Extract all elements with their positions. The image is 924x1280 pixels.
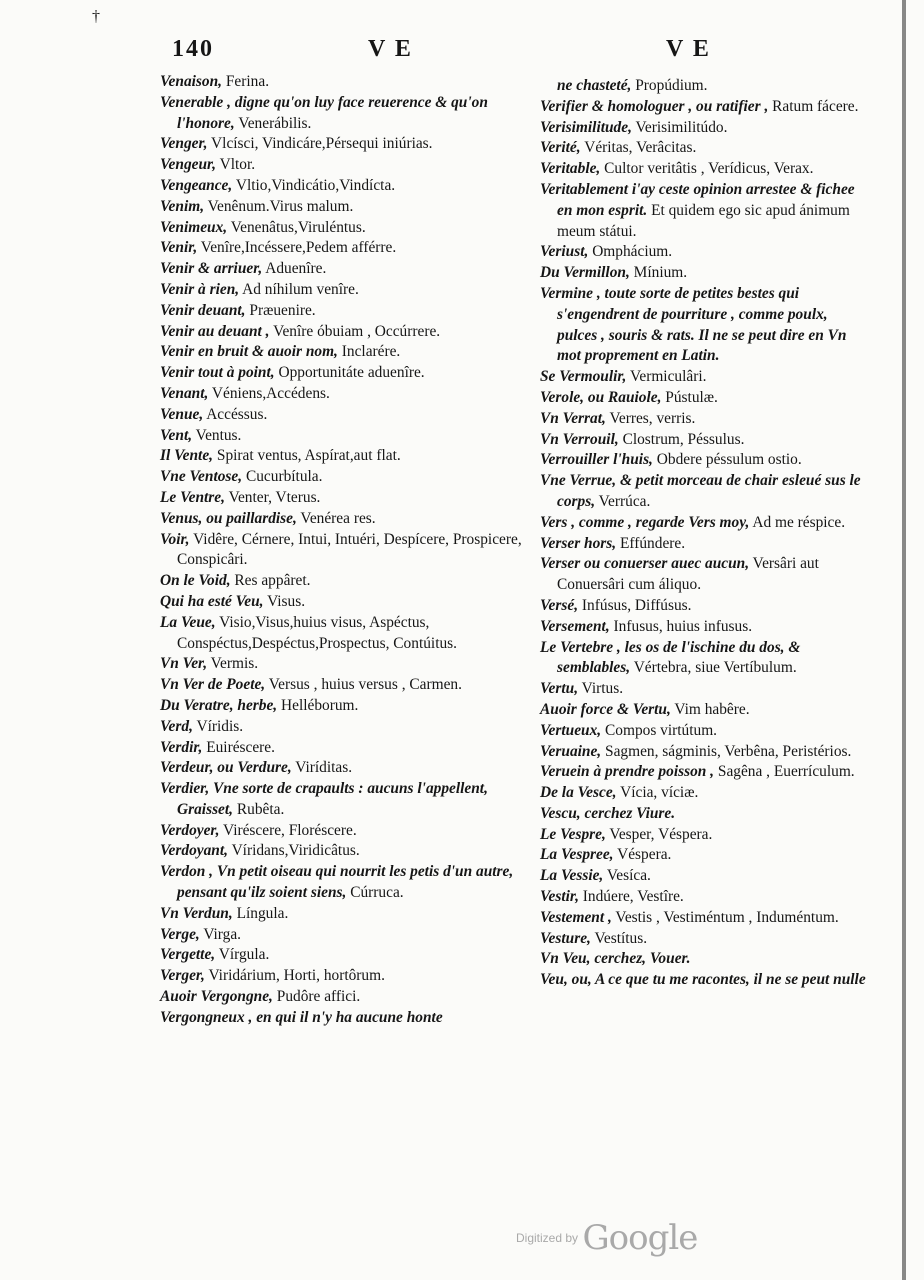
entry-latin-gloss: Venter, Vterus.: [228, 488, 321, 506]
dictionary-entry: [540, 513, 868, 534]
dictionary-entry: [160, 717, 528, 738]
entry-headword: Vergette,: [160, 946, 216, 964]
entry-headword: Versement,: [540, 617, 610, 635]
dictionary-entry: [540, 929, 868, 950]
entry-headword: On le Void,: [160, 572, 231, 590]
dictionary-entry: [160, 176, 528, 197]
entry-headword: Venger,: [160, 135, 208, 153]
running-head-right: V E: [666, 36, 711, 62]
dictionary-entry: [160, 1008, 528, 1029]
entry-latin-gloss: Visus.: [267, 592, 306, 610]
dictionary-entry: [160, 509, 528, 530]
entry-headword: Vescu, cerchez Viure.: [540, 804, 676, 822]
entry-headword: Il Vente,: [160, 447, 214, 465]
dictionary-entry: [540, 596, 868, 617]
entry-headword: Le Vertebre , les os de l'ischine du dos, & semblables,: [540, 638, 801, 677]
entry-headword: Verisimilitude,: [540, 118, 632, 136]
entry-latin-gloss: Infusus, huius infusus.: [613, 617, 753, 635]
entry-headword: Verité,: [540, 139, 581, 157]
entry-latin-gloss: Clostrum, Péssulus.: [622, 430, 745, 448]
entry-latin-gloss: Sagêna , Euerrículum.: [717, 763, 855, 781]
dictionary-entry: [160, 259, 528, 280]
dictionary-entry: [540, 534, 868, 555]
entry-headword: La Veue,: [160, 613, 216, 631]
entry-headword: Auoir Vergongne,: [160, 988, 273, 1006]
entry-headword: Vn Verrouil,: [540, 430, 619, 448]
entry-headword: Verger,: [160, 967, 205, 985]
dictionary-entry: [540, 159, 868, 180]
google-logo: Google: [582, 1218, 698, 1258]
dictionary-entry: [160, 862, 528, 904]
entry-latin-gloss: Spirat ventus, Aspírat,aut flat.: [216, 447, 401, 465]
entry-latin-gloss: Effúndere.: [619, 534, 686, 552]
entry-headword: Venus, ou paillardise,: [160, 509, 297, 527]
entry-latin-gloss: Ad me réspice.: [752, 513, 846, 531]
entry-latin-gloss: Verrúca.: [598, 492, 651, 510]
dictionary-entry: [160, 218, 528, 239]
dictionary-entry: [160, 987, 528, 1008]
entry-latin-gloss: Viríditas.: [295, 759, 353, 777]
dictionary-entry: [540, 138, 868, 159]
dictionary-entry: [160, 654, 528, 675]
dictionary-entry: [540, 970, 868, 991]
entry-headword: Venaison,: [160, 73, 223, 90]
dictionary-entry: [160, 280, 528, 301]
entry-latin-gloss: Viridárium, Horti, hortôrum.: [208, 967, 385, 985]
entry-headword: Venerable , digne qu'on luy face reuerence & qu'on l'honore,: [160, 93, 488, 132]
entry-latin-gloss: Vestis , Vestiméntum , Induméntum.: [615, 908, 839, 926]
entry-headword: Vestir,: [540, 888, 579, 906]
entry-latin-gloss: Propúdium.: [635, 77, 708, 94]
entry-latin-gloss: Res appâret.: [234, 572, 311, 590]
scan-edge: [902, 0, 906, 1280]
dictionary-entry: [540, 679, 868, 700]
entry-latin-gloss: Præuenire.: [249, 301, 316, 319]
entry-latin-gloss: Véritas, Verâcitas.: [584, 139, 697, 157]
entry-latin-gloss: Rubêta.: [236, 800, 285, 818]
entry-headword: Vertu,: [540, 680, 579, 698]
dictionary-entry: [540, 742, 868, 763]
entry-latin-gloss: Virtus.: [581, 680, 624, 698]
entry-latin-gloss: Opportunitáte aduenîre.: [278, 364, 425, 382]
entry-headword: ne chasteté,: [557, 77, 632, 94]
entry-latin-gloss: Vidêre, Cérnere, Intui, Intuéri, Despícere, Prospicere, Conspicâri.: [177, 530, 522, 569]
dictionary-entry: [160, 72, 528, 93]
entry-headword: Verge,: [160, 925, 200, 943]
entry-headword: De la Vesce,: [540, 784, 617, 802]
entry-headword: Vn Verdun,: [160, 904, 233, 922]
entry-headword: Verdir,: [160, 738, 203, 756]
entry-headword: Veritablement i'ay ceste opinion arrestee & fichee en mon esprit.: [540, 180, 855, 219]
entry-headword: Vengeur,: [160, 156, 217, 174]
digitized-by-watermark: [516, 1218, 697, 1258]
dictionary-entry: [540, 263, 868, 284]
entry-headword: Vn Ver,: [160, 655, 208, 673]
dictionary-entry: [160, 446, 528, 467]
dictionary-entry: [160, 696, 528, 717]
dictionary-entry: [160, 342, 528, 363]
entry-latin-gloss: Víridis.: [196, 717, 244, 735]
corner-mark: †: [92, 8, 100, 25]
dictionary-entry: [540, 804, 868, 825]
entry-latin-gloss: Sagmen, ságminis, Verbêna, Peristérios.: [605, 742, 852, 760]
entry-headword: Verifier & homologuer , ou ratifier ,: [540, 97, 769, 115]
dictionary-entry: [540, 180, 868, 242]
entry-latin-gloss: Pudôre affici.: [276, 988, 361, 1006]
entry-latin-gloss: Helléborum.: [281, 696, 359, 714]
dictionary-entry: [160, 405, 528, 426]
entry-headword: Vesture,: [540, 929, 591, 947]
entry-latin-gloss: Versus , huius versus , Carmen.: [268, 676, 462, 694]
dictionary-entry: [540, 367, 868, 388]
entry-headword: Qui ha esté Veu,: [160, 592, 264, 610]
entry-headword: Vergongneux , en qui il n'y ha aucune honte: [160, 1008, 443, 1026]
entry-latin-gloss: Vícia, víciæ.: [620, 784, 699, 802]
dictionary-entry: [160, 384, 528, 405]
entry-headword: Le Ventre,: [160, 488, 225, 506]
dictionary-entry: [540, 762, 868, 783]
dictionary-entry: [540, 97, 868, 118]
entry-latin-gloss: Obdere péssulum ostio.: [656, 451, 802, 469]
entry-latin-gloss: Vltio,Vindicátio,Vindícta.: [235, 176, 396, 194]
entry-headword: Venir & arriuer,: [160, 260, 263, 278]
entry-latin-gloss: Venîre,Incéssere,Pedem afférre.: [200, 239, 397, 257]
entry-headword: Verrouiller l'huis,: [540, 451, 653, 469]
entry-latin-gloss: Venérea res.: [300, 509, 376, 527]
dictionary-entry: [540, 887, 868, 908]
dictionary-entry: [540, 866, 868, 887]
dictionary-entry: [160, 238, 528, 259]
entry-latin-gloss: Accéssus.: [206, 405, 268, 423]
entry-headword: Vengeance,: [160, 176, 233, 194]
dictionary-entry: [160, 488, 528, 509]
entry-latin-gloss: Ratum fácere.: [772, 97, 859, 115]
dictionary-entry: [540, 949, 868, 970]
entry-headword: Auoir force & Vertu,: [540, 700, 671, 718]
dictionary-entry: [160, 904, 528, 925]
entry-headword: Se Vermoulir,: [540, 368, 627, 386]
entry-latin-gloss: Compos virtútum.: [605, 721, 718, 739]
dictionary-entry: [540, 471, 868, 513]
dictionary-entry: [160, 945, 528, 966]
dictionary-entry: [160, 363, 528, 384]
entry-latin-gloss: Ad níhilum venîre.: [242, 280, 359, 298]
dictionary-entry: [160, 738, 528, 759]
entry-headword: Venir en bruit & auoir nom,: [160, 343, 338, 361]
dictionary-entry: [160, 197, 528, 218]
dictionary-entry: [160, 426, 528, 447]
entry-latin-gloss: Víridans,Viridicâtus.: [231, 842, 360, 860]
dictionary-entry: [160, 592, 528, 613]
entry-latin-gloss: Ferina.: [225, 73, 270, 90]
entry-headword: Verdier, Vne sorte de crapaults : aucuns l'appellent, Graisset,: [160, 780, 488, 818]
entry-latin-gloss: Vértebra, siue Vertíbulum.: [633, 659, 797, 677]
entry-latin-gloss: Cucurbítula.: [245, 468, 323, 486]
entry-latin-gloss: Indúere, Vestîre.: [582, 888, 684, 906]
entry-latin-gloss: Língula.: [236, 904, 289, 922]
dictionary-entry: [540, 450, 868, 471]
entry-headword: Venim,: [160, 197, 205, 215]
entry-headword: Vent,: [160, 426, 193, 444]
entry-headword: Venimeux,: [160, 218, 228, 236]
entry-headword: Du Vermillon,: [540, 264, 630, 282]
entry-latin-gloss: Vlcísci, Vindicáre,Pérsequi iniúrias.: [211, 135, 433, 153]
entry-latin-gloss: Venênum.Virus malum.: [207, 197, 354, 215]
entry-latin-gloss: Versâri aut Conuersâri cum áliquo.: [557, 555, 819, 594]
entry-headword: Verdeur, ou Verdure,: [160, 759, 292, 777]
entry-latin-gloss: Cultor veritâtis , Verídicus, Verax.: [604, 160, 814, 178]
dictionary-entry: [160, 613, 528, 655]
dictionary-entry: [160, 155, 528, 176]
entry-headword: Verole, ou Rauiole,: [540, 388, 662, 406]
entry-headword: Vertueux,: [540, 721, 602, 739]
entry-headword: Voir,: [160, 530, 190, 548]
entry-headword: Venir à rien,: [160, 280, 240, 298]
entry-headword: Vn Verrat,: [540, 409, 606, 427]
entry-latin-gloss: Vesper, Véspera.: [609, 825, 713, 843]
entry-latin-gloss: Vltor.: [219, 156, 256, 174]
entry-latin-gloss: Ventus.: [195, 426, 242, 444]
entry-headword: Verdoyant,: [160, 842, 228, 860]
entry-latin-gloss: Véniens,Accédens.: [211, 384, 330, 402]
dictionary-entry: [160, 841, 528, 862]
entry-latin-gloss: Vírgula.: [218, 946, 270, 964]
entry-headword: Veruaine,: [540, 742, 602, 760]
running-head-left: V E: [368, 36, 413, 62]
dictionary-entry: [540, 118, 868, 139]
entry-latin-gloss: Venîre óbuiam , Occúrrere.: [273, 322, 441, 340]
entry-latin-gloss: Vermis.: [210, 655, 259, 673]
dictionary-entry: [540, 554, 868, 596]
entry-latin-gloss: Et quidem ego sic apud ánimum meum státui.: [557, 201, 850, 240]
entry-latin-gloss: Vim habêre.: [674, 700, 750, 718]
entry-headword: Vne Ventose,: [160, 468, 243, 486]
entry-headword: La Vespree,: [540, 846, 614, 864]
dictionary-entry: [160, 758, 528, 779]
entry-headword: Veu, ou, A ce que tu me racontes, il ne se peut nulle: [540, 971, 866, 989]
entry-headword: Verser hors,: [540, 534, 617, 552]
dictionary-entry: [160, 779, 528, 821]
entry-latin-gloss: Pústulæ.: [665, 388, 718, 406]
entry-latin-gloss: Vesíca.: [606, 867, 651, 885]
entry-latin-gloss: Verres, verris.: [609, 409, 696, 427]
dictionary-entry: [540, 638, 868, 680]
entry-headword: Verd,: [160, 717, 193, 735]
entry-latin-gloss: Mínium.: [633, 264, 688, 282]
digitized-by-label: Digitized by: [516, 1231, 579, 1245]
dictionary-entry: [160, 821, 528, 842]
entry-headword: Venir au deuant ,: [160, 322, 270, 340]
entry-headword: La Vessie,: [540, 867, 604, 885]
dictionary-entry: [540, 721, 868, 742]
entry-latin-gloss: Véspera.: [617, 846, 672, 864]
dictionary-entry: [160, 322, 528, 343]
entry-latin-gloss: Venerábilis.: [238, 114, 312, 132]
dictionary-entry: [540, 617, 868, 638]
dictionary-entry: [160, 134, 528, 155]
dictionary-entry: [160, 467, 528, 488]
dictionary-entry: [160, 571, 528, 592]
entry-headword: Venant,: [160, 384, 209, 402]
dictionary-entry: [540, 388, 868, 409]
dictionary-entry: [160, 675, 528, 696]
dictionary-entry: [540, 76, 868, 97]
dictionary-entry: [540, 783, 868, 804]
entry-headword: Veritable,: [540, 160, 601, 178]
dictionary-entry: [540, 825, 868, 846]
entry-latin-gloss: Vermiculâri.: [629, 368, 707, 386]
entry-headword: Veruein à prendre poisson ,: [540, 763, 715, 781]
entry-latin-gloss: Vestítus.: [594, 929, 648, 947]
entry-latin-gloss: Verisimilitúdo.: [635, 118, 728, 136]
entry-latin-gloss: Cúrruca.: [350, 884, 404, 902]
dictionary-entry: [540, 908, 868, 929]
dictionary-entry: [160, 966, 528, 987]
entry-headword: Vermine , toute sorte de petites bestes qui s'engendrent de pourriture , comme poulx, pulces , souris & rats. Il ne se peut dire en Vn mot proprement en Latin.: [540, 284, 847, 365]
right-column: [540, 76, 868, 991]
entry-headword: Venue,: [160, 405, 204, 423]
dictionary-entry: [540, 845, 868, 866]
entry-headword: Verdoyer,: [160, 821, 220, 839]
dictionary-entry: [540, 242, 868, 263]
entry-headword: Verser ou conuerser auec aucun,: [540, 555, 750, 573]
entry-latin-gloss: Euiréscere.: [206, 738, 275, 756]
entry-latin-gloss: Infúsus, Diffúsus.: [581, 596, 692, 614]
entry-headword: Venir tout à point,: [160, 364, 275, 382]
entry-headword: Vers , comme , regarde Vers moy,: [540, 513, 750, 531]
entry-headword: Vne Verrue, & petit morceau de chair esleué sus le corps,: [540, 472, 861, 510]
entry-headword: Vn Veu, cerchez, Vouer.: [540, 950, 691, 968]
entry-headword: Vn Ver de Poete,: [160, 676, 266, 694]
entry-headword: Vestement ,: [540, 908, 612, 926]
dictionary-entry: [160, 925, 528, 946]
entry-latin-gloss: Viréscere, Floréscere.: [223, 821, 357, 839]
entry-latin-gloss: Aduenîre.: [265, 260, 327, 278]
dictionary-entry: [160, 93, 528, 135]
entry-headword: Versé,: [540, 596, 579, 614]
entry-headword: Veriust,: [540, 243, 589, 261]
dictionary-entry: [540, 409, 868, 430]
dictionary-entry: [160, 301, 528, 322]
dictionary-entry: [540, 284, 868, 367]
entry-latin-gloss: Virga.: [203, 925, 242, 943]
entry-headword: Du Veratre, herbe,: [160, 696, 278, 714]
entry-headword: Venir deuant,: [160, 301, 246, 319]
entry-latin-gloss: Venenâtus,Viruléntus.: [230, 218, 366, 236]
dictionary-entry: [540, 700, 868, 721]
entry-latin-gloss: Omphácium.: [592, 243, 673, 261]
entry-latin-gloss: Visio,Visus,huius visus, Aspéctus, Conspéctus,Despéctus,Prospectus, Contúitus.: [177, 613, 458, 652]
dictionary-entry: [160, 530, 528, 572]
dictionary-entry: [540, 430, 868, 451]
entry-latin-gloss: Inclarére.: [341, 343, 401, 361]
left-column: [160, 72, 528, 1029]
entry-headword: Verdon , Vn petit oiseau qui nourrit les petis d'un autre, pensant qu'ilz soient siens,: [160, 863, 514, 902]
entry-headword: Le Vespre,: [540, 825, 606, 843]
page-number: 140: [172, 36, 214, 62]
entry-headword: Venir,: [160, 239, 198, 257]
